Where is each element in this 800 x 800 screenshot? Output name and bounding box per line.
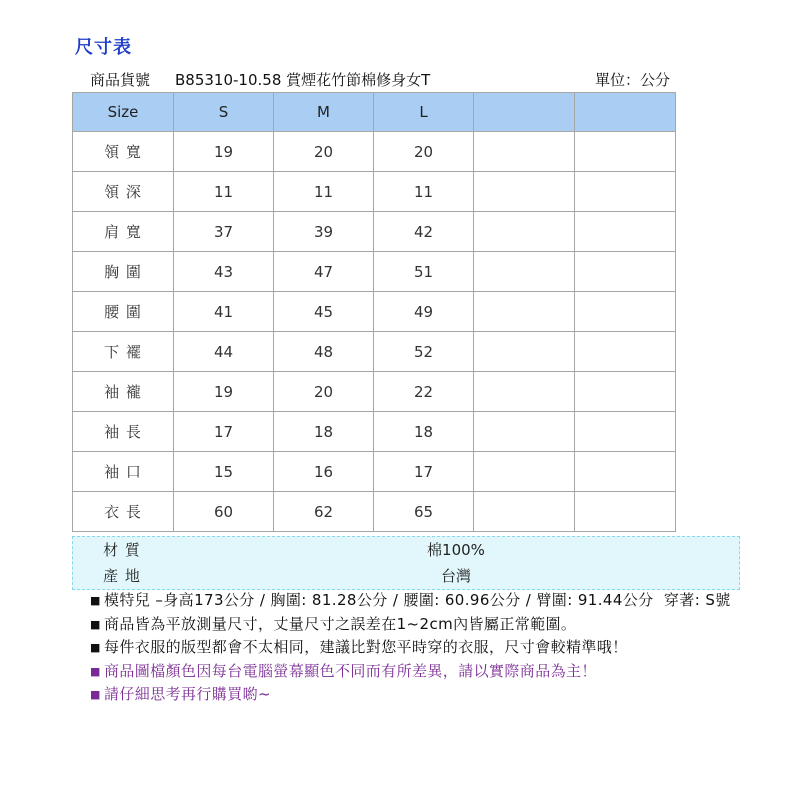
- note-color-difference: [90, 660, 790, 684]
- value-cell-m: 20: [274, 372, 374, 412]
- note-text: 請仔細思考再行購買喲~: [104, 685, 271, 703]
- value-cell-s: 19: [174, 132, 274, 172]
- size-row-armhole: [73, 372, 676, 412]
- row-label: 袖 口: [73, 452, 174, 492]
- note-text: 商品圖檔顏色因每台電腦螢幕顯色不同而有所差異，請以實際商品為主！: [104, 661, 597, 680]
- header-s: S: [174, 93, 274, 132]
- empty-cell: [575, 252, 676, 292]
- value-cell-m: 39: [274, 212, 374, 252]
- spec-label: 產 地: [103, 567, 141, 585]
- size-row-neck-width: [73, 132, 676, 172]
- value-cell-l: 22: [374, 372, 474, 412]
- notes-list: [90, 589, 790, 707]
- row-label: 領 深: [73, 172, 174, 212]
- empty-cell: [575, 452, 676, 492]
- empty-cell: [575, 332, 676, 372]
- size-row-waist: [73, 292, 676, 332]
- value-cell-s: 17: [174, 412, 274, 452]
- empty-cell: [575, 372, 676, 412]
- spec-value: 棉100%: [427, 541, 485, 559]
- value-cell-s: 19: [174, 372, 274, 412]
- empty-cell: [474, 412, 575, 452]
- value-cell-m: 18: [274, 412, 374, 452]
- value-cell-l: 17: [374, 452, 474, 492]
- bullet-icon: ■: [90, 617, 101, 631]
- spec-value: 台灣: [440, 567, 471, 585]
- header-empty: [474, 93, 575, 132]
- bullet-icon: ■: [90, 641, 101, 654]
- size-row-shoulder-width: [73, 212, 676, 252]
- value-cell-m: 48: [274, 332, 374, 372]
- spec-row-material: [73, 537, 739, 563]
- material-origin-band: [72, 536, 740, 590]
- empty-cell: [575, 132, 676, 172]
- bullet-icon: ■: [90, 594, 101, 607]
- value-cell-m: 16: [274, 452, 374, 492]
- row-label: 肩 寬: [73, 212, 174, 252]
- note-fit: [90, 636, 790, 660]
- row-label: 袖 襱: [73, 372, 174, 412]
- value-cell-l: 65: [374, 492, 474, 532]
- value-cell-s: 60: [174, 492, 274, 532]
- empty-cell: [474, 492, 575, 532]
- value-cell-m: 11: [274, 172, 374, 212]
- row-label: 領 寬: [73, 132, 174, 172]
- product-id-label: 商品貨號: [90, 71, 151, 89]
- size-row-chest: [73, 252, 676, 292]
- row-label: 胸 圍: [73, 252, 174, 292]
- value-cell-l: 20: [374, 132, 474, 172]
- empty-cell: [474, 212, 575, 252]
- value-cell-l: 52: [374, 332, 474, 372]
- spec-label: 材 質: [103, 541, 141, 559]
- note-measurement: [90, 613, 790, 637]
- note-text: 模特兒 –身高173公分 / 胸圍: 81.28公分 / 腰圍: 60.96公分 / 臂圍: 91.44公分 穿著: S號: [104, 591, 731, 609]
- header-size: Size: [73, 93, 174, 132]
- row-label: 下 襬: [73, 332, 174, 372]
- bullet-icon: ■: [90, 664, 101, 678]
- row-label: 袖 長: [73, 412, 174, 452]
- value-cell-m: 20: [274, 132, 374, 172]
- product-info-row: [0, 69, 800, 91]
- value-cell-s: 43: [174, 252, 274, 292]
- empty-cell: [575, 492, 676, 532]
- size-table: [72, 92, 676, 532]
- note-text: 商品皆為平放測量尺寸，丈量尺寸之誤差在1~2cm內皆屬正常範圍。: [104, 614, 577, 633]
- row-label: 腰 圍: [73, 292, 174, 332]
- value-cell-s: 37: [174, 212, 274, 252]
- empty-cell: [474, 292, 575, 332]
- value-cell-l: 42: [374, 212, 474, 252]
- empty-cell: [575, 412, 676, 452]
- value-cell-s: 11: [174, 172, 274, 212]
- size-table-header: [73, 93, 676, 132]
- header-empty: [575, 93, 676, 132]
- value-cell-l: 49: [374, 292, 474, 332]
- bullet-icon: ■: [90, 688, 101, 701]
- value-cell-m: 45: [274, 292, 374, 332]
- empty-cell: [474, 452, 575, 492]
- row-label: 衣 長: [73, 492, 174, 532]
- value-cell-s: 15: [174, 452, 274, 492]
- value-cell-m: 47: [274, 252, 374, 292]
- header-m: M: [274, 93, 374, 132]
- empty-cell: [474, 372, 575, 412]
- empty-cell: [474, 332, 575, 372]
- empty-cell: [575, 212, 676, 252]
- size-row-hem: [73, 332, 676, 372]
- empty-cell: [474, 172, 575, 212]
- unit-label: 單位：公分: [595, 71, 671, 89]
- empty-cell: [575, 172, 676, 212]
- value-cell-s: 44: [174, 332, 274, 372]
- header-l: L: [374, 93, 474, 132]
- product-code: B85310-10.58 賞煙花竹節棉修身女T: [175, 71, 431, 89]
- value-cell-m: 62: [274, 492, 374, 532]
- value-cell-l: 11: [374, 172, 474, 212]
- value-cell-s: 41: [174, 292, 274, 332]
- note-model-info: [90, 589, 790, 613]
- empty-cell: [474, 252, 575, 292]
- value-cell-l: 51: [374, 252, 474, 292]
- size-row-length: [73, 492, 676, 532]
- size-row-sleeve-length: [73, 412, 676, 452]
- size-row-neck-depth: [73, 172, 676, 212]
- empty-cell: [575, 292, 676, 332]
- spec-row-origin: [73, 563, 739, 589]
- note-think-before-buying: [90, 683, 790, 707]
- empty-cell: [474, 132, 575, 172]
- value-cell-l: 18: [374, 412, 474, 452]
- page-title: 尺寸表: [75, 37, 132, 58]
- note-text: 每件衣服的版型都會不太相同，建議比對您平時穿的衣服，尺寸會較精準哦！: [104, 638, 628, 656]
- size-row-cuff: [73, 452, 676, 492]
